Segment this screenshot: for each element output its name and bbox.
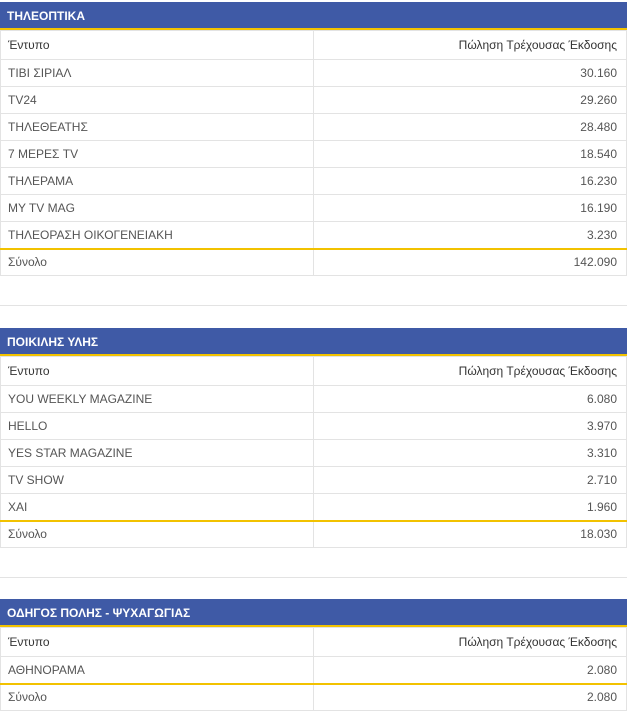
total-label: Σύνολο xyxy=(1,684,314,711)
row-value: 16.190 xyxy=(314,195,627,222)
row-value: 28.480 xyxy=(314,114,627,141)
row-value: 30.160 xyxy=(314,60,627,87)
row-name: ΤΗΛΕΘΕΑΤΗΣ xyxy=(1,114,314,141)
row-value: 3.310 xyxy=(314,440,627,467)
table-row xyxy=(1,60,627,87)
row-name: TV24 xyxy=(1,87,314,114)
row-name: YOU WEEKLY MAGAZINE xyxy=(1,386,314,413)
total-label: Σύνολο xyxy=(1,249,314,276)
table-row xyxy=(1,440,627,467)
section-divider xyxy=(0,577,627,578)
sales-table xyxy=(0,627,627,711)
total-row xyxy=(1,249,627,276)
row-name: ΧΑΙ xyxy=(1,494,314,521)
column-header-title: Έντυπο xyxy=(1,628,314,657)
row-name: HELLO xyxy=(1,413,314,440)
table-row xyxy=(1,114,627,141)
row-value: 3.230 xyxy=(314,222,627,249)
column-header-sales: Πώληση Τρέχουσας Έκδοσης xyxy=(314,628,627,657)
table-header-row xyxy=(1,357,627,386)
table-header-row xyxy=(1,628,627,657)
table-row xyxy=(1,494,627,521)
total-value: 2.080 xyxy=(314,684,627,711)
row-name: ΤΙΒΙ ΣΙΡΙΑΛ xyxy=(1,60,314,87)
table-row xyxy=(1,467,627,494)
table-row xyxy=(1,141,627,168)
row-value: 2.710 xyxy=(314,467,627,494)
total-label: Σύνολο xyxy=(1,521,314,548)
total-value: 142.090 xyxy=(314,249,627,276)
row-name: 7 ΜΕΡΕΣ TV xyxy=(1,141,314,168)
column-header-title: Έντυπο xyxy=(1,31,314,60)
total-row xyxy=(1,521,627,548)
row-name: ΤΗΛΕΟΡΑΣΗ ΟΙΚΟΓΕΝΕΙΑΚΗ xyxy=(1,222,314,249)
table-row xyxy=(1,87,627,114)
column-header-sales: Πώληση Τρέχουσας Έκδοσης xyxy=(314,31,627,60)
section-poikilis-ylis xyxy=(0,328,627,548)
table-row xyxy=(1,413,627,440)
row-value: 16.230 xyxy=(314,168,627,195)
column-header-sales: Πώληση Τρέχουσας Έκδοσης xyxy=(314,357,627,386)
section-header: ΤΗΛΕΟΠΤΙΚΑ xyxy=(0,2,627,30)
total-value: 18.030 xyxy=(314,521,627,548)
row-value: 6.080 xyxy=(314,386,627,413)
table-row xyxy=(1,657,627,684)
row-name: YES STAR MAGAZINE xyxy=(1,440,314,467)
sales-table xyxy=(0,356,627,548)
table-row xyxy=(1,168,627,195)
row-name: ΑΘΗΝΟΡΑΜΑ xyxy=(1,657,314,684)
row-value: 2.080 xyxy=(314,657,627,684)
section-odigos-polis xyxy=(0,599,627,711)
section-header: ΠΟΙΚΙΛΗΣ ΥΛΗΣ xyxy=(0,328,627,356)
row-value: 3.970 xyxy=(314,413,627,440)
table-header-row xyxy=(1,31,627,60)
row-name: ΤΗΛΕΡΑΜΑ xyxy=(1,168,314,195)
column-header-title: Έντυπο xyxy=(1,357,314,386)
row-value: 18.540 xyxy=(314,141,627,168)
sales-table xyxy=(0,30,627,276)
table-row xyxy=(1,195,627,222)
table-row xyxy=(1,222,627,249)
total-row xyxy=(1,684,627,711)
row-name: MY TV MAG xyxy=(1,195,314,222)
section-header: ΟΔΗΓΟΣ ΠΟΛΗΣ - ΨΥΧΑΓΩΓΙΑΣ xyxy=(0,599,627,627)
row-value: 29.260 xyxy=(314,87,627,114)
row-name: TV SHOW xyxy=(1,467,314,494)
section-divider xyxy=(0,305,627,306)
table-row xyxy=(1,386,627,413)
section-tileoptika xyxy=(0,2,627,276)
row-value: 1.960 xyxy=(314,494,627,521)
